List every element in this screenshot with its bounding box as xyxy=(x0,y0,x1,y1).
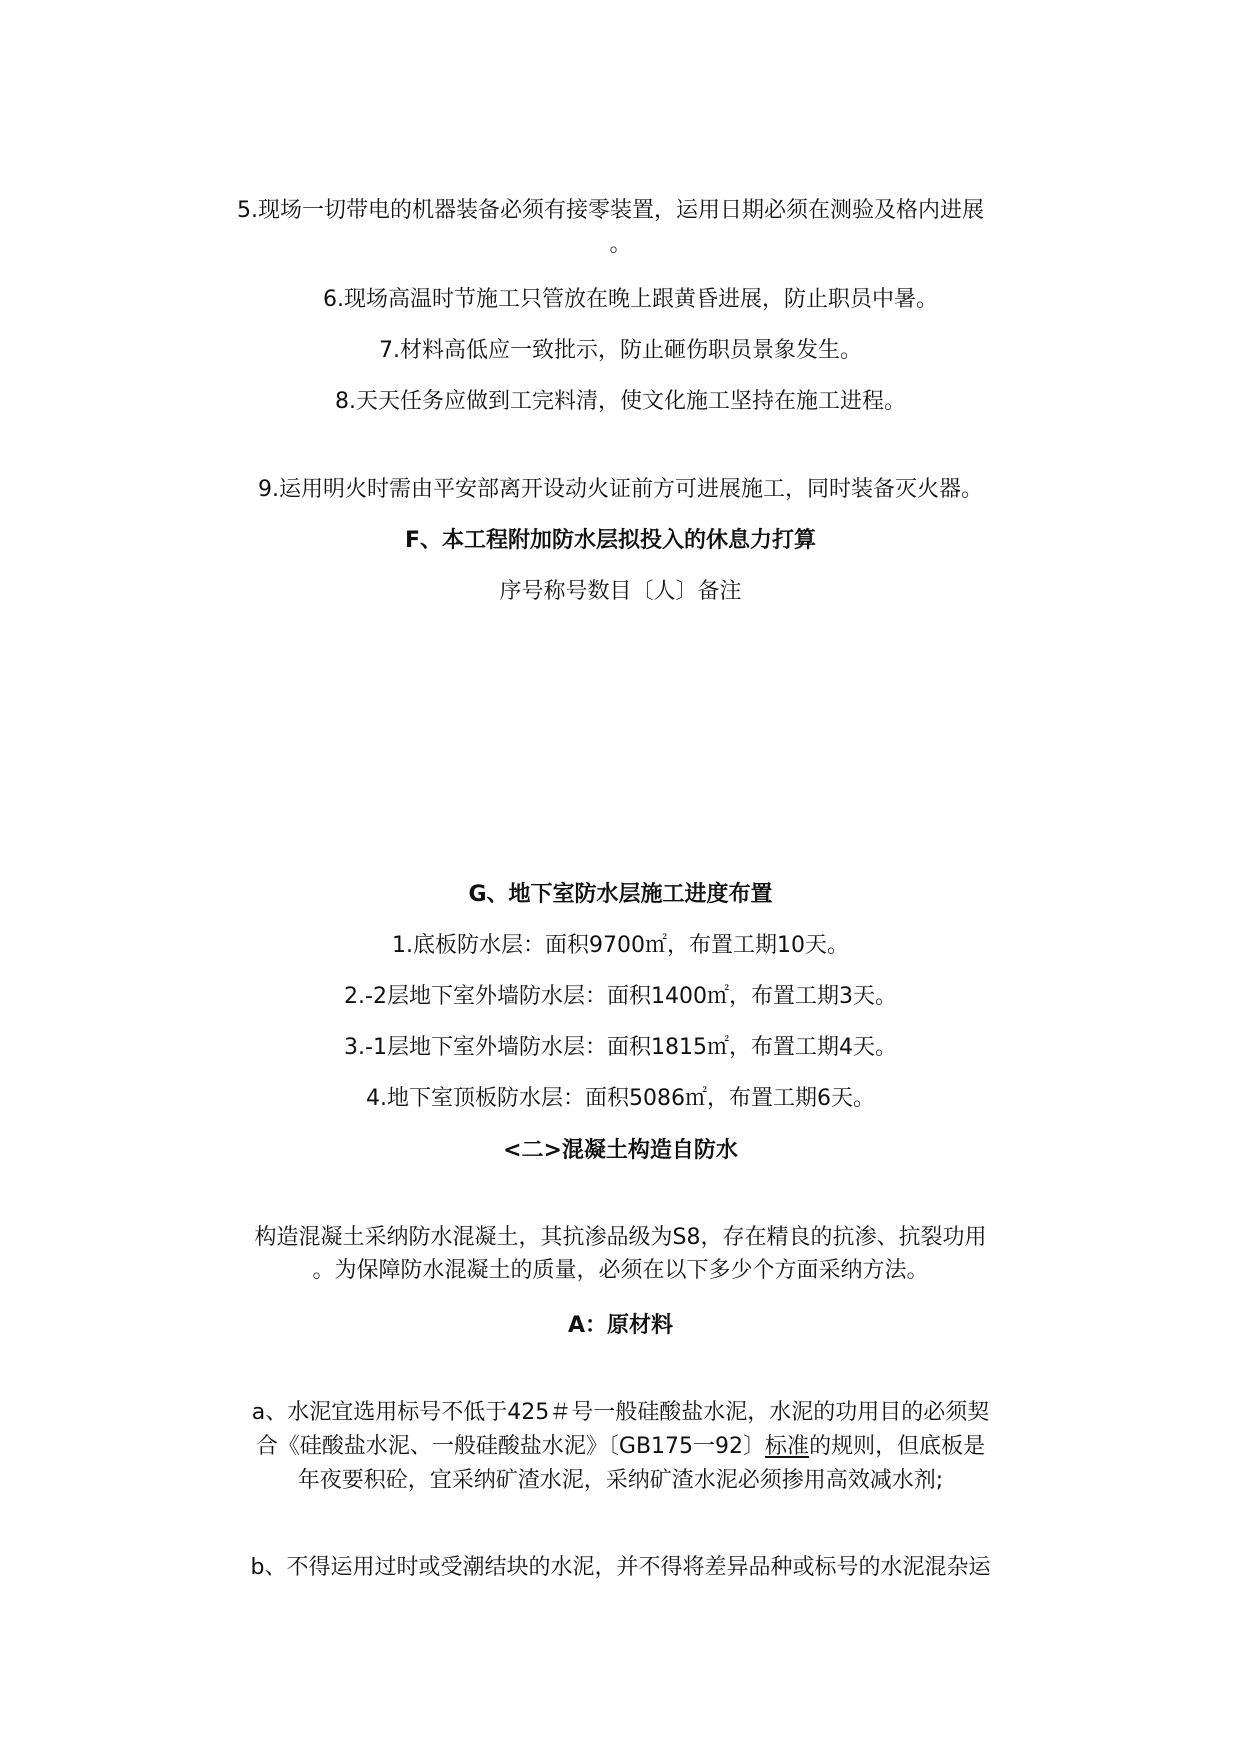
item-8: 8.天天任务应做到工完料清，使文化施工坚持在施工进程。 xyxy=(335,389,906,414)
para-a-line-2-end: 的规则，但底板是 xyxy=(809,1434,986,1459)
item-5-line-2: 。 xyxy=(609,232,632,257)
para-a-line-3: 年夜要积砼，宜采纳矿渣水泥，采纳矿渣水泥必须掺用高效减水剂; xyxy=(297,1468,944,1493)
section-two-heading: <二>混凝土构造自防水 xyxy=(503,1138,738,1163)
item-7: 7.材料高低应一致批示，防止砸伤职员景象发生。 xyxy=(379,338,862,363)
para-b-line-1: b、不得运用过时或受潮结块的水泥，并不得将差异品种或标号的水泥混杂运 xyxy=(250,1555,991,1580)
section-g-heading: G、地下室防水层施工进度布置 xyxy=(468,882,773,907)
para-a-line-2 xyxy=(0,1432,1241,1462)
section-g-item-1: 1.底板防水层：面积9700㎡，布置工期10天。 xyxy=(392,933,849,958)
section-g-item-4: 4.地下室顶板防水层：面积5086㎡，布置工期6天。 xyxy=(366,1086,875,1111)
section-two-intro-line-2: 。为保障防水混凝土的质量，必须在以下多少个方面采纳方法。 xyxy=(312,1258,929,1283)
item-6: 6.现场高温时节施工只管放在晚上跟黄昏进展，防止职员中暑。 xyxy=(323,287,938,312)
standard-underlined-text: 标准 xyxy=(765,1434,810,1459)
section-two-intro-line-1: 构造混凝土采纳防水混凝土，其抗渗品级为S8，存在精良的抗渗、抗裂功用 xyxy=(254,1225,987,1250)
item-5-line-1: 5.现场一切带电的机器装备必须有接零装置，运用日期必须在测验及格内进展 xyxy=(237,198,984,223)
section-f-heading: F、本工程附加防水层拟投入的休息力打算 xyxy=(404,528,817,553)
item-9: 9.运用明火时需由平安部离开设动火证前方可进展施工，同时装备灭火器。 xyxy=(258,477,983,502)
section-g-item-2: 2.-2层地下室外墙防水层：面积1400㎡，布置工期3天。 xyxy=(344,984,897,1009)
section-f-table-header: 序号称号数目〔人〕备注 xyxy=(499,579,742,604)
section-two-sub-heading: A：原材料 xyxy=(567,1313,674,1338)
para-a-line-1: a、水泥宜选用标号不低于425＃号一般硅酸盐水泥，水泥的功用目的必须契 xyxy=(251,1400,990,1425)
section-g-item-3: 3.-1层地下室外墙防水层：面积1815㎡，布置工期4天。 xyxy=(344,1035,897,1060)
para-a-line-2-start: 合《硅酸盐水泥、一般硅酸盐水泥》〔GB175一92〕 xyxy=(255,1434,766,1459)
